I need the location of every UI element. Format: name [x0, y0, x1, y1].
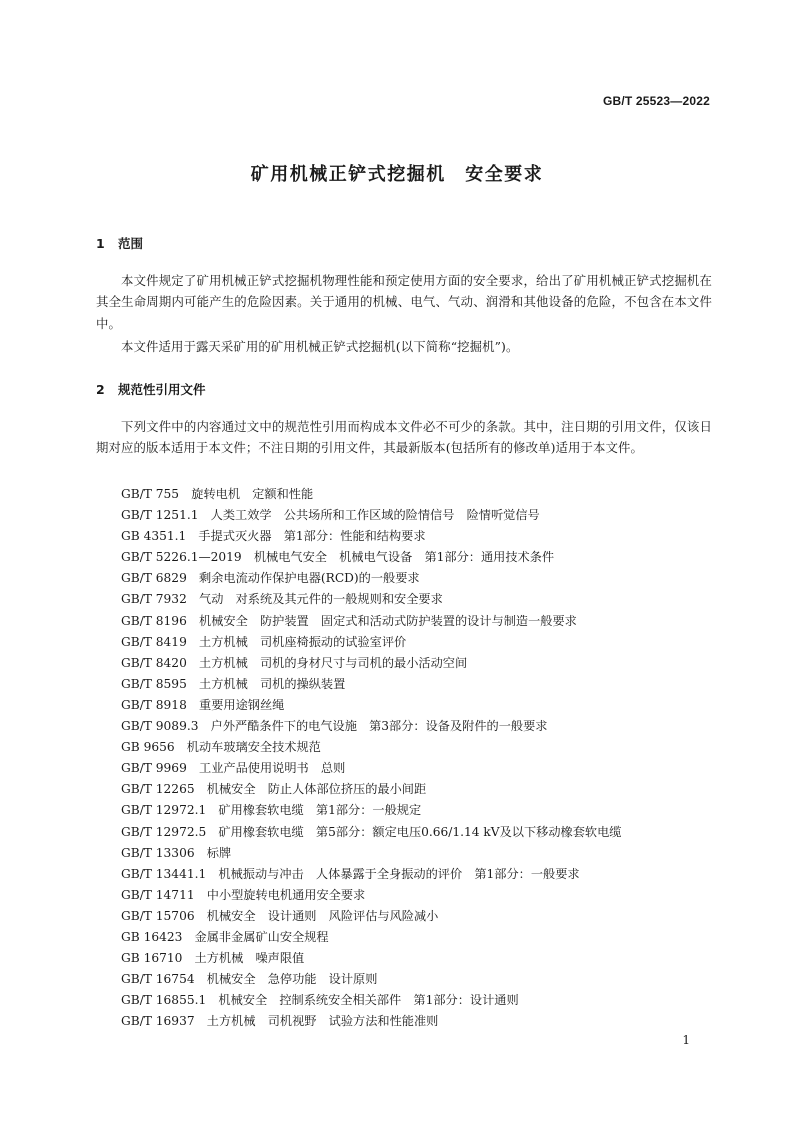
- reference-title: 土方机械 司机的身材尺寸与司机的最小活动空间: [199, 655, 468, 670]
- reference-title: 旋转电机 定额和性能: [191, 487, 314, 501]
- reference-code: GB/T 8918: [121, 697, 187, 712]
- reference-title: 金属非金属矿山安全规程: [194, 929, 329, 944]
- reference-title: 中小型旋转电机通用安全要求: [206, 887, 366, 902]
- reference-item: [121, 526, 621, 547]
- reference-title: 土方机械 司机视野 试验方法和性能准则: [206, 1014, 439, 1029]
- reference-title: 重要用途钢丝绳: [199, 697, 285, 712]
- reference-code: GB/T 12972.5: [121, 824, 207, 839]
- reference-item: [121, 779, 621, 800]
- reference-code: GB/T 16855.1: [121, 993, 207, 1008]
- reference-code: GB/T 13306: [121, 845, 195, 860]
- reference-item: [121, 505, 621, 526]
- reference-code: GB/T 16754: [121, 972, 195, 987]
- page-number: 1: [682, 1033, 690, 1047]
- reference-title: 机械安全 防护装置 固定式和活动式防护装置的设计与制造一般要求: [199, 613, 577, 628]
- reference-item: [121, 927, 621, 948]
- reference-item: [121, 547, 621, 568]
- reference-item: [121, 737, 621, 758]
- reference-code: GB/T 8196: [121, 613, 187, 628]
- reference-item: [121, 864, 621, 885]
- reference-item: [121, 948, 621, 969]
- section-1-heading: [96, 234, 143, 252]
- reference-title: 机械振动与冲击 人体暴露于全身振动的评价 第1部分：一般要求: [218, 866, 580, 881]
- reference-item: [121, 969, 621, 990]
- reference-item: [121, 1011, 621, 1032]
- reference-title: 土方机械 噪声限值: [194, 951, 305, 966]
- reference-item: [121, 484, 621, 505]
- reference-title: 土方机械 司机座椅振动的试验室评价: [199, 634, 407, 649]
- reference-title: 工业产品使用说明书 总则: [199, 761, 346, 776]
- reference-title: 机械安全 防止人体部位挤压的最小间距: [206, 782, 427, 797]
- reference-item: [121, 611, 621, 632]
- reference-title: 机械安全 控制系统安全相关部件 第1部分：设计通则: [218, 993, 519, 1008]
- standard-number: GB/T 25523—2022: [602, 94, 710, 108]
- reference-code: GB/T 15706: [121, 908, 195, 923]
- reference-item: [121, 990, 621, 1011]
- reference-title: 机械安全 急停功能 设计原则: [206, 972, 378, 987]
- reference-code: GB/T 7932: [121, 592, 187, 607]
- reference-title: 机械安全 设计通则 风险评估与风险减小: [206, 908, 439, 923]
- reference-code: GB/T 5226.1—2019: [121, 550, 242, 565]
- reference-code: GB/T 12265: [121, 782, 195, 797]
- reference-item: [121, 800, 621, 821]
- scope-paragraph-1: 本文件规定了矿用机械正铲式挖掘机物理性能和预定使用方面的安全要求，给出了矿用机械正铲式挖掘机在其全生命周期内可能产生的危险因素。关于通用的机械、电气、气动、润滑和其他设备的危险，不包含在本文件中。: [96, 273, 712, 331]
- section-2-title: 规范性引用文件: [118, 382, 206, 397]
- reference-code: GB/T 12972.1: [121, 803, 207, 818]
- reference-item: [121, 885, 621, 906]
- reference-title: 土方机械 司机的操纵装置: [199, 676, 346, 691]
- scope-paragraph-2: 本文件适用于露天采矿用的矿用机械正铲式挖掘机(以下简称“挖掘机”)。: [121, 339, 519, 354]
- reference-item: [121, 906, 621, 927]
- reference-item: [121, 822, 621, 843]
- reference-item: [121, 653, 621, 674]
- section-2-heading: [96, 380, 206, 398]
- section-1-title: 范围: [118, 236, 144, 251]
- reference-item: [121, 568, 621, 589]
- reference-item: [121, 589, 621, 610]
- reference-code: GB/T 8595: [121, 676, 187, 691]
- reference-title: 人类工效学 公共场所和工作区域的险情信号 险情听觉信号: [210, 508, 540, 523]
- section-2-number: 2: [96, 382, 105, 397]
- reference-title: 矿用橡套软电缆 第5部分：额定电压0.66/1.14 kV及以下移动橡套软电缆: [218, 824, 622, 839]
- reference-code: GB/T 1251.1: [121, 508, 199, 523]
- reference-title: 矿用橡套软电缆 第1部分：一般规定: [218, 803, 422, 818]
- reference-item: [121, 843, 621, 864]
- reference-code: GB 16710: [121, 951, 183, 966]
- reference-code: GB/T 9089.3: [121, 719, 199, 734]
- reference-item: [121, 758, 621, 779]
- reference-code: GB/T 13441.1: [121, 866, 207, 881]
- reference-code: GB 16423: [121, 929, 183, 944]
- section-1-number: 1: [96, 236, 105, 251]
- reference-title: 手提式灭火器 第1部分：性能和结构要求: [198, 529, 426, 544]
- reference-code: GB/T 8420: [121, 655, 187, 670]
- reference-title: 剩余电流动作保护电器(RCD)的一般要求: [199, 571, 420, 586]
- reference-title: 机械电气安全 机械电气设备 第1部分：通用技术条件: [253, 550, 555, 565]
- document-title: 矿用机械正铲式挖掘机 安全要求: [250, 164, 544, 185]
- reference-code: GB 4351.1: [121, 529, 187, 544]
- reference-item: [121, 716, 621, 737]
- reference-item: [121, 632, 621, 653]
- reference-title: 户外严酷条件下的电气设施 第3部分：设备及附件的一般要求: [210, 719, 548, 734]
- reference-title: 标牌: [206, 845, 232, 860]
- reference-code: GB/T 16937: [121, 1014, 195, 1029]
- reference-code: GB/T 14711: [121, 887, 195, 902]
- reference-item: [121, 695, 621, 716]
- reference-code: GB/T 6829: [121, 571, 187, 586]
- reference-code: GB/T 8419: [121, 634, 187, 649]
- reference-item: [121, 674, 621, 695]
- reference-title: 气动 对系统及其元件的一般规则和安全要求: [199, 592, 443, 607]
- reference-title: 机动车玻璃安全技术规范: [186, 740, 321, 755]
- reference-code: GB/T 755: [121, 487, 180, 501]
- references-intro: 下列文件中的内容通过文中的规范性引用而构成本文件必不可少的条款。其中，注日期的引用文件，仅该日期对应的版本适用于本文件；不注日期的引用文件，其最新版本(包括所有的修改单)适用于本文件。: [96, 419, 712, 456]
- reference-code: GB/T 9969: [121, 761, 187, 776]
- reference-code: GB 9656: [121, 740, 175, 755]
- reference-list: [121, 484, 621, 1032]
